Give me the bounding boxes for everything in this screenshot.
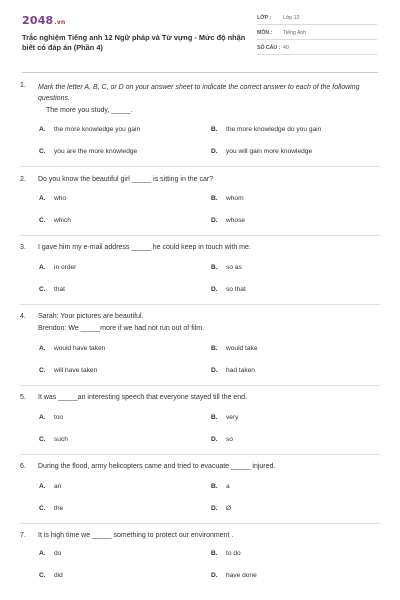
question-stem: I gave him my e-mail address _____ he could keep in touch with me. bbox=[38, 244, 251, 251]
option-b[interactable] bbox=[211, 195, 244, 202]
question-divider bbox=[20, 454, 380, 455]
option-letter: A. bbox=[39, 483, 46, 490]
option-letter: A. bbox=[39, 126, 46, 133]
option-letter: B. bbox=[211, 264, 218, 271]
option-letter: C. bbox=[39, 286, 46, 293]
option-letter: B. bbox=[211, 550, 218, 557]
question-number: 1. bbox=[20, 82, 26, 89]
option-text: did bbox=[54, 572, 63, 579]
info-row-class bbox=[257, 12, 377, 25]
option-letter: C. bbox=[39, 367, 46, 374]
option-d[interactable] bbox=[211, 436, 233, 443]
option-letter: B. bbox=[211, 483, 218, 490]
option-letter: B. bbox=[211, 195, 218, 202]
question-stem: It is high time we _____ something to protect our environment . bbox=[38, 532, 234, 539]
option-text: do bbox=[54, 550, 62, 557]
option-a[interactable] bbox=[39, 264, 76, 271]
option-letter: C. bbox=[39, 572, 46, 579]
info-value-count: 40 bbox=[283, 45, 289, 51]
option-letter: D. bbox=[211, 436, 218, 443]
option-b[interactable] bbox=[211, 264, 242, 271]
question-divider bbox=[20, 523, 380, 524]
question-number: 7. bbox=[20, 532, 26, 539]
option-letter: C. bbox=[39, 436, 46, 443]
question-stem: During the flood, army helicopters came and tried to evacuate _____ injured. bbox=[38, 463, 276, 470]
option-d[interactable] bbox=[211, 286, 246, 293]
logo-domain: .vn bbox=[54, 19, 66, 26]
question-number: 5. bbox=[20, 394, 26, 401]
question-stem: It was _____an interesting speech that everyone stayed till the end. bbox=[38, 394, 247, 401]
option-b[interactable] bbox=[211, 345, 258, 352]
option-text: so that bbox=[226, 286, 246, 293]
info-label-subject: MÔN : bbox=[257, 30, 273, 36]
question-stem: Do you know the beautiful girl _____ is sitting in the car? bbox=[38, 176, 214, 183]
option-d[interactable] bbox=[211, 217, 245, 224]
option-d[interactable] bbox=[211, 148, 312, 155]
option-c[interactable] bbox=[39, 367, 97, 374]
page-header bbox=[0, 0, 400, 70]
option-text: a bbox=[226, 483, 230, 490]
option-b[interactable] bbox=[211, 414, 238, 421]
option-c[interactable] bbox=[39, 436, 68, 443]
option-letter: C. bbox=[39, 505, 46, 512]
option-text: whose bbox=[226, 217, 246, 224]
option-text: the more knowledge you gain bbox=[54, 126, 141, 133]
option-d[interactable] bbox=[211, 367, 255, 374]
option-text: who bbox=[54, 195, 67, 202]
option-text: too bbox=[54, 414, 64, 421]
info-value-subject: Tiếng Anh bbox=[283, 30, 307, 36]
option-text: which bbox=[54, 217, 71, 224]
info-label-class: LỚP : bbox=[257, 15, 272, 21]
option-letter: B. bbox=[211, 414, 218, 421]
option-text: whom bbox=[226, 195, 244, 202]
question-instruction: Mark the letter A, B, C, or D on your answer sheet to indicate the correct answer to each of the following questions. bbox=[38, 84, 360, 102]
option-text: the more knowledge do you gain bbox=[226, 126, 322, 133]
info-label-count: SỐ CÂU : bbox=[257, 45, 281, 51]
question-number: 6. bbox=[20, 463, 26, 470]
option-text: had taken bbox=[226, 367, 255, 374]
option-d[interactable] bbox=[211, 505, 231, 512]
option-b[interactable] bbox=[211, 126, 321, 133]
option-c[interactable] bbox=[39, 217, 71, 224]
option-a[interactable] bbox=[39, 483, 61, 490]
option-letter: C. bbox=[39, 148, 46, 155]
option-text: to do bbox=[226, 550, 241, 557]
option-text: Ø bbox=[226, 505, 232, 512]
question-stem: The more you study, _____. bbox=[46, 107, 133, 114]
option-text: so bbox=[226, 436, 233, 443]
question-divider bbox=[20, 304, 380, 305]
question-divider bbox=[20, 235, 380, 236]
option-b[interactable] bbox=[211, 483, 230, 490]
question-divider bbox=[20, 385, 380, 386]
question-divider bbox=[20, 166, 380, 167]
option-text: have done bbox=[226, 572, 257, 579]
option-letter: D. bbox=[211, 286, 218, 293]
option-letter: A. bbox=[39, 414, 46, 421]
option-c[interactable] bbox=[39, 148, 137, 155]
question-number: 3. bbox=[20, 244, 26, 251]
question-number: 4. bbox=[20, 313, 26, 320]
option-text: you will gain more knowledge bbox=[226, 148, 313, 155]
option-text: would take bbox=[226, 345, 258, 352]
question-stem-line-2: Brendon: We _____more if we had not run out of film. bbox=[38, 325, 205, 332]
option-text: would have taken bbox=[54, 345, 106, 352]
option-c[interactable] bbox=[39, 572, 63, 579]
option-text: very bbox=[226, 414, 239, 421]
option-letter: A. bbox=[39, 345, 46, 352]
option-letter: D. bbox=[211, 572, 218, 579]
option-letter: A. bbox=[39, 195, 46, 202]
option-text: such bbox=[54, 436, 68, 443]
option-b[interactable] bbox=[211, 550, 241, 557]
option-letter: D. bbox=[211, 217, 218, 224]
option-text: you are the more knowledge bbox=[54, 148, 138, 155]
header-divider bbox=[22, 72, 378, 73]
option-text: that bbox=[54, 286, 65, 293]
option-c[interactable] bbox=[39, 505, 63, 512]
option-text: will have taken bbox=[54, 367, 98, 374]
info-row-subject bbox=[257, 27, 377, 40]
option-letter: B. bbox=[211, 345, 218, 352]
option-d[interactable] bbox=[211, 572, 257, 579]
option-a[interactable] bbox=[39, 550, 61, 557]
option-text: the bbox=[54, 505, 64, 512]
info-row-count bbox=[257, 42, 377, 55]
option-letter: D. bbox=[211, 505, 218, 512]
option-text: so as bbox=[226, 264, 242, 271]
option-a[interactable] bbox=[39, 195, 66, 202]
option-letter: D. bbox=[211, 367, 218, 374]
option-a[interactable] bbox=[39, 126, 140, 133]
site-logo[interactable] bbox=[22, 14, 65, 27]
option-a[interactable] bbox=[39, 345, 105, 352]
question-number: 2. bbox=[20, 176, 26, 183]
logo-main: 2048 bbox=[22, 14, 54, 27]
option-letter: C. bbox=[39, 217, 46, 224]
option-letter: A. bbox=[39, 264, 46, 271]
option-a[interactable] bbox=[39, 414, 63, 421]
question-stem: Sarah: Your pictures are beautiful. bbox=[38, 313, 144, 320]
option-text: in order bbox=[54, 264, 77, 271]
info-value-class: Lớp 12 bbox=[283, 15, 300, 21]
option-letter: D. bbox=[211, 148, 218, 155]
document-title: Trắc nghiệm Tiếng anh 12 Ngữ pháp và Từ vựng - Mức độ nhận biết có đáp án (Phần 4) bbox=[22, 33, 246, 52]
option-c[interactable] bbox=[39, 286, 65, 293]
option-letter: B. bbox=[211, 126, 218, 133]
option-letter: A. bbox=[39, 550, 46, 557]
option-text: an bbox=[54, 483, 62, 490]
